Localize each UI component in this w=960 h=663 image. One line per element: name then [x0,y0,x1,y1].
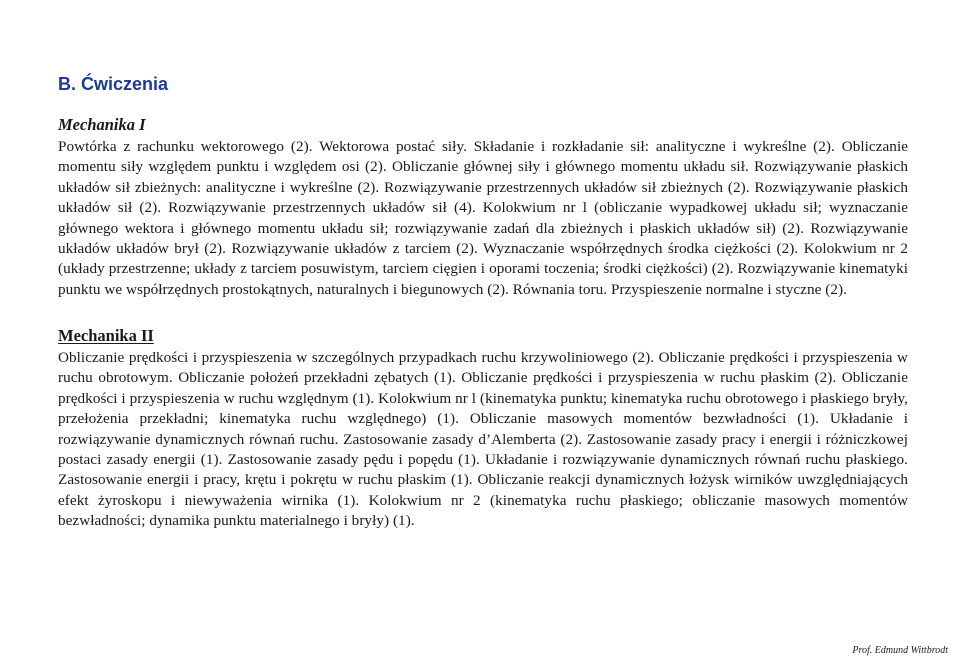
mechanika-2-title: Mechanika II [58,326,154,345]
section-heading: B. Ćwiczenia [58,74,169,94]
mechanika-1-text: Powtórka z rachunku wektorowego (2). Wektorowa postać siły. Składanie i rozkładanie sił: analityczne i wykreślne (2). Obliczanie momentu siły względem punktu i względem osi (2). Obliczanie głównej siły i głównego momentu układu sił. Rozwiązywanie płaskich układów sił zbieżnych: analityczne i wykreślne (2). Rozwiązywanie przestrzennych układów sił zbieżnych (2). Rozwiązywanie płaskich układów sił (2). Rozwiązywanie przestrzennych układów sił (4). Kolokwium nr l (obliczanie wypadkowej układu sił; wyznaczanie głównego wektora i głównego momentu układu sił; rozwiązywanie zadań dla zbieżnych i płaskich układów sił) (2). Rozwiązywanie układów układów brył (2). Rozwiązywanie układów z tarciem (2). Wyznaczanie współrzędnych środka ciężkości (2). Kolokwium nr 2 (układy przestrzenne; układy z tarciem posuwistym, tarciem cięgien i oporami toczenia; środki ciężkości) (2). Rozwiązywanie kinematyki punktu we współrzędnych prostokątnych, naturalnych i biegunowych (2). Równania toru. Przyspieszenie normalne i styczne (2). [58,138,908,298]
mechanika-1-title: Mechanika I [58,115,146,134]
footer-author: Prof. Edmund Wittbrodt [852,645,948,656]
mechanika-1-block [58,115,908,300]
mechanika-2-block [58,326,908,532]
mechanika-2-text: Obliczanie prędkości i przyspieszenia w szczególnych przypadkach ruchu krzywoliniowego (2). Obliczanie prędkości i przyspieszenia w ruchu obrotowym. Obliczanie położeń przekładni zębatych (1). Obliczanie prędkości i przyspieszenia w ruchu płaskim (2). Obliczanie prędkości i przyspieszenia w ruchu względnym (1). Kolokwium nr l (kinematyka punktu; kinematyka ruchu obrotowego i płaskiego bryły, przełożenia przekładni; kinematyka ruchu względnego) (1). Obliczanie masowych momentów bezwładności (1). Układanie i rozwiązywanie dynamicznych równań ruchu. Zastosowanie zasady d’Alemberta (2). Zastosowanie zasady pracy i energii i różniczkowej postaci zasady energii (1). Zastosowanie zasady pędu i popędu (1). Układanie i rozwiązywanie dynamicznych równań ruchu płaskiego. Zastosowanie energii i pracy, krętu i pokrętu w ruchu płaskim (1). Obliczanie reakcji dynamicznych łożysk wirników uwzględniających efekt żyroskopu i niewyważenia wirnika (1). Kolokwium nr 2 (kinematyka ruchu płaskiego; obliczanie masowych momentów bezwładności; dynamika punktu materialnego i bryły) (1). [58,349,908,530]
